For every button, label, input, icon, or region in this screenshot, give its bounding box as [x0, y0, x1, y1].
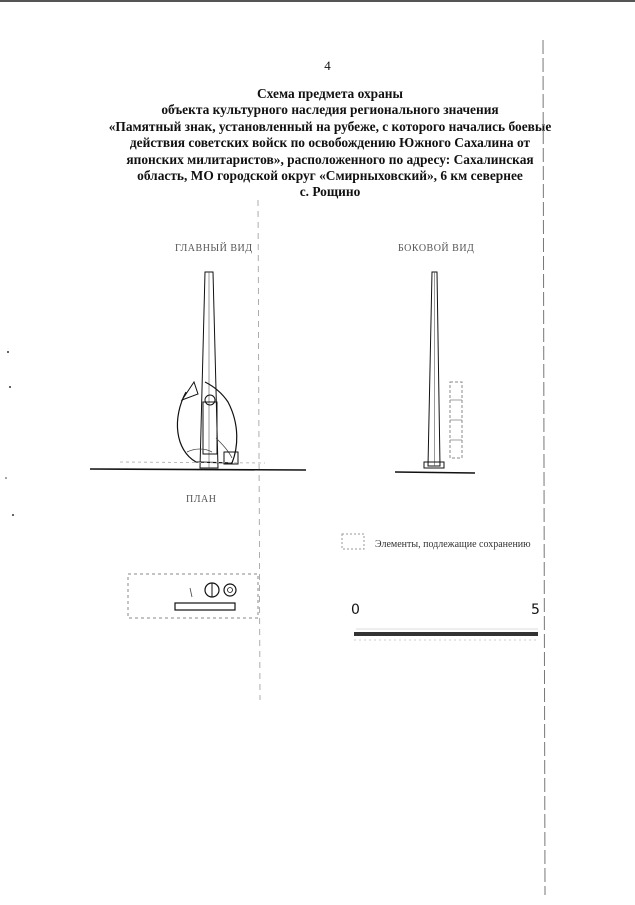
- front-view-label: ГЛАВНЫЙ ВИД: [175, 243, 253, 254]
- title-line-5: японских милитаристов», расположенного по адресу: Сахалинская: [126, 151, 534, 167]
- scale-start-label: 0: [351, 602, 360, 618]
- side-ground-line: [395, 472, 475, 473]
- plan-element-circle: [224, 584, 236, 596]
- side-stele: [428, 272, 440, 466]
- side-base: [424, 462, 444, 468]
- scan-speck: [7, 351, 9, 353]
- scan-speck: [12, 514, 14, 516]
- front-view-drawing: [90, 272, 306, 470]
- plan-view-label: ПЛАН: [186, 494, 217, 505]
- title-line-4: действия советских войск по освобождению Южного Сахалина от: [129, 135, 531, 151]
- front-ground-line: [90, 469, 306, 470]
- scale-end-label: 5: [531, 602, 540, 618]
- plan-outline: [128, 574, 258, 618]
- scale-bar-body: [354, 632, 538, 636]
- front-plinth: [224, 452, 238, 464]
- front-ground-dashed: [120, 462, 265, 463]
- plan-element-inner: [228, 588, 233, 593]
- title-line-2: объекта культурного наследия регионального значения: [161, 102, 499, 118]
- scale-bar: [354, 629, 538, 640]
- legend-swatch: [342, 534, 364, 549]
- plan-detail-mark: [190, 588, 192, 597]
- front-flag-element: [182, 382, 198, 400]
- side-view-drawing: [395, 272, 475, 473]
- title-line-3: «Памятный знак, установленный на рубеже, с которого начались боевые: [108, 118, 552, 134]
- front-figure-head: [205, 395, 215, 405]
- front-wreath: [187, 438, 232, 458]
- page-number: 4: [324, 58, 331, 73]
- side-view-label: БОКОВОЙ ВИД: [398, 243, 475, 254]
- front-soldier-figure: [203, 402, 217, 454]
- legend-label: Элементы, подлежащие сохранению: [375, 539, 531, 550]
- right-margin-line: [543, 40, 545, 895]
- plan-slab: [175, 603, 235, 610]
- scan-artifact-line: [258, 200, 260, 700]
- title-line-1: Схема предмета охраны: [257, 86, 403, 101]
- scan-speck: [9, 386, 11, 388]
- plan-view-drawing: [128, 574, 258, 618]
- title-line-6: область, МО городской округ «Смирныховский», 6 км севернее: [137, 168, 523, 184]
- scan-speck: [5, 477, 7, 479]
- title-line-7: с. Рощино: [299, 184, 361, 200]
